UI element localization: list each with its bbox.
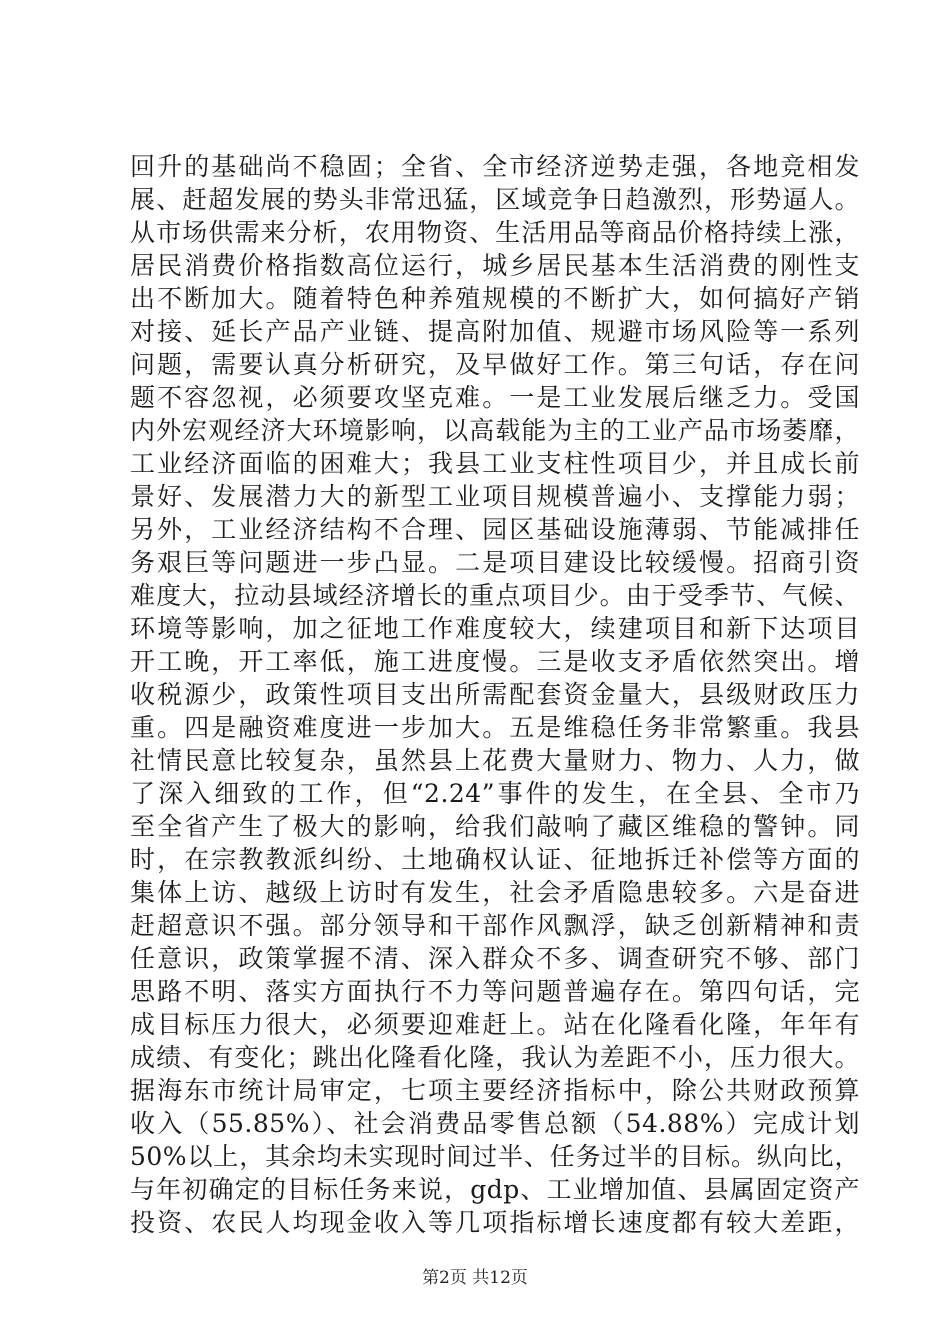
text-line: 内外宏观经济大环境影响，以高载能为主的工业产品市场萎靡， <box>130 416 860 445</box>
text-line: 居民消费价格指数高位运行，城乡居民基本生活消费的刚性支 <box>130 251 860 280</box>
text-line: 思路不明、落实方面执行不力等问题普遍存在。第四句话，完 <box>130 977 860 1006</box>
text-line: 展、赶超发展的势头非常迅猛，区域竞争日趋激烈，形势逼人。 <box>130 185 860 214</box>
text-line: 回升的基础尚不稳固；全省、全市经济逆势走强，各地竞相发 <box>130 152 860 181</box>
text-line: 时，在宗教教派纠纷、土地确权认证、征地拆迁补偿等方面的 <box>130 845 860 874</box>
text-line: 集体上访、越级上访时有发生，社会矛盾隐患较多。六是奋进 <box>130 878 860 907</box>
text-line: 收入（55.85%）、社会消费品零售总额（54.88%）完成计划 <box>130 1109 860 1138</box>
text-line: 社情民意比较复杂，虽然县上花费大量财力、物力、人力，做 <box>130 746 860 775</box>
page-footer: 第2页 共12页 <box>422 1268 528 1288</box>
text-line: 任意识，政策掌握不清、深入群众不多、调查研究不够、部门 <box>130 944 860 973</box>
text-line: 另外，工业经济结构不合理、园区基础设施薄弱、节能减排任 <box>130 515 860 544</box>
text-line: 投资、农民人均现金收入等几项指标增长速度都有较大差距， <box>130 1208 860 1237</box>
text-line: 至全省产生了极大的影响，给我们敲响了藏区维稳的警钟。同 <box>130 812 860 841</box>
text-line: 与年初确定的目标任务来说，gdp、工业增加值、县属固定资产 <box>130 1175 860 1204</box>
text-line: 工业经济面临的困难大；我县工业支柱性项目少，并且成长前 <box>130 449 860 478</box>
text-line: 从市场供需来分析，农用物资、生活用品等商品价格持续上涨， <box>130 218 860 247</box>
text-line: 赶超意识不强。部分领导和干部作风飘浮，缺乏创新精神和责 <box>130 911 860 940</box>
text-line: 50%以上，其余均未实现时间过半、任务过半的目标。纵向比， <box>130 1142 860 1171</box>
text-line: 了深入细致的工作，但“2.24”事件的发生，在全县、全市乃 <box>130 779 860 808</box>
text-line: 成绩、有变化；跳出化隆看化隆，我认为差距不小，压力很大。 <box>130 1043 860 1072</box>
text-line: 对接、延长产品产业链、提高附加值、规避市场风险等一系列 <box>130 317 860 346</box>
text-line: 问题，需要认真分析研究，及早做好工作。第三句话，存在问 <box>130 350 860 379</box>
body-text <box>130 150 860 1239</box>
text-line: 题不容忽视，必须要攻坚克难。一是工业发展后继乏力。受国 <box>130 383 860 412</box>
text-line: 景好、发展潜力大的新型工业项目规模普遍小、支撑能力弱； <box>130 482 860 511</box>
text-line: 环境等影响，加之征地工作难度较大，续建项目和新下达项目 <box>130 614 860 643</box>
text-line: 成目标压力很大，必须要迎难赶上。站在化隆看化隆，年年有 <box>130 1010 860 1039</box>
text-line: 收税源少，政策性项目支出所需配套资金量大，县级财政压力 <box>130 680 860 709</box>
text-line: 务艰巨等问题进一步凸显。二是项目建设比较缓慢。招商引资 <box>130 548 860 577</box>
text-line: 据海东市统计局审定，七项主要经济指标中，除公共财政预算 <box>130 1076 860 1105</box>
text-line: 开工晚，开工率低，施工进度慢。三是收支矛盾依然突出。增 <box>130 647 860 676</box>
text-line: 难度大，拉动县域经济增长的重点项目少。由于受季节、气候、 <box>130 581 860 610</box>
text-line: 重。四是融资难度进一步加大。五是维稳任务非常繁重。我县 <box>130 713 860 742</box>
text-line: 出不断加大。随着特色种养殖规模的不断扩大，如何搞好产销 <box>130 284 860 313</box>
